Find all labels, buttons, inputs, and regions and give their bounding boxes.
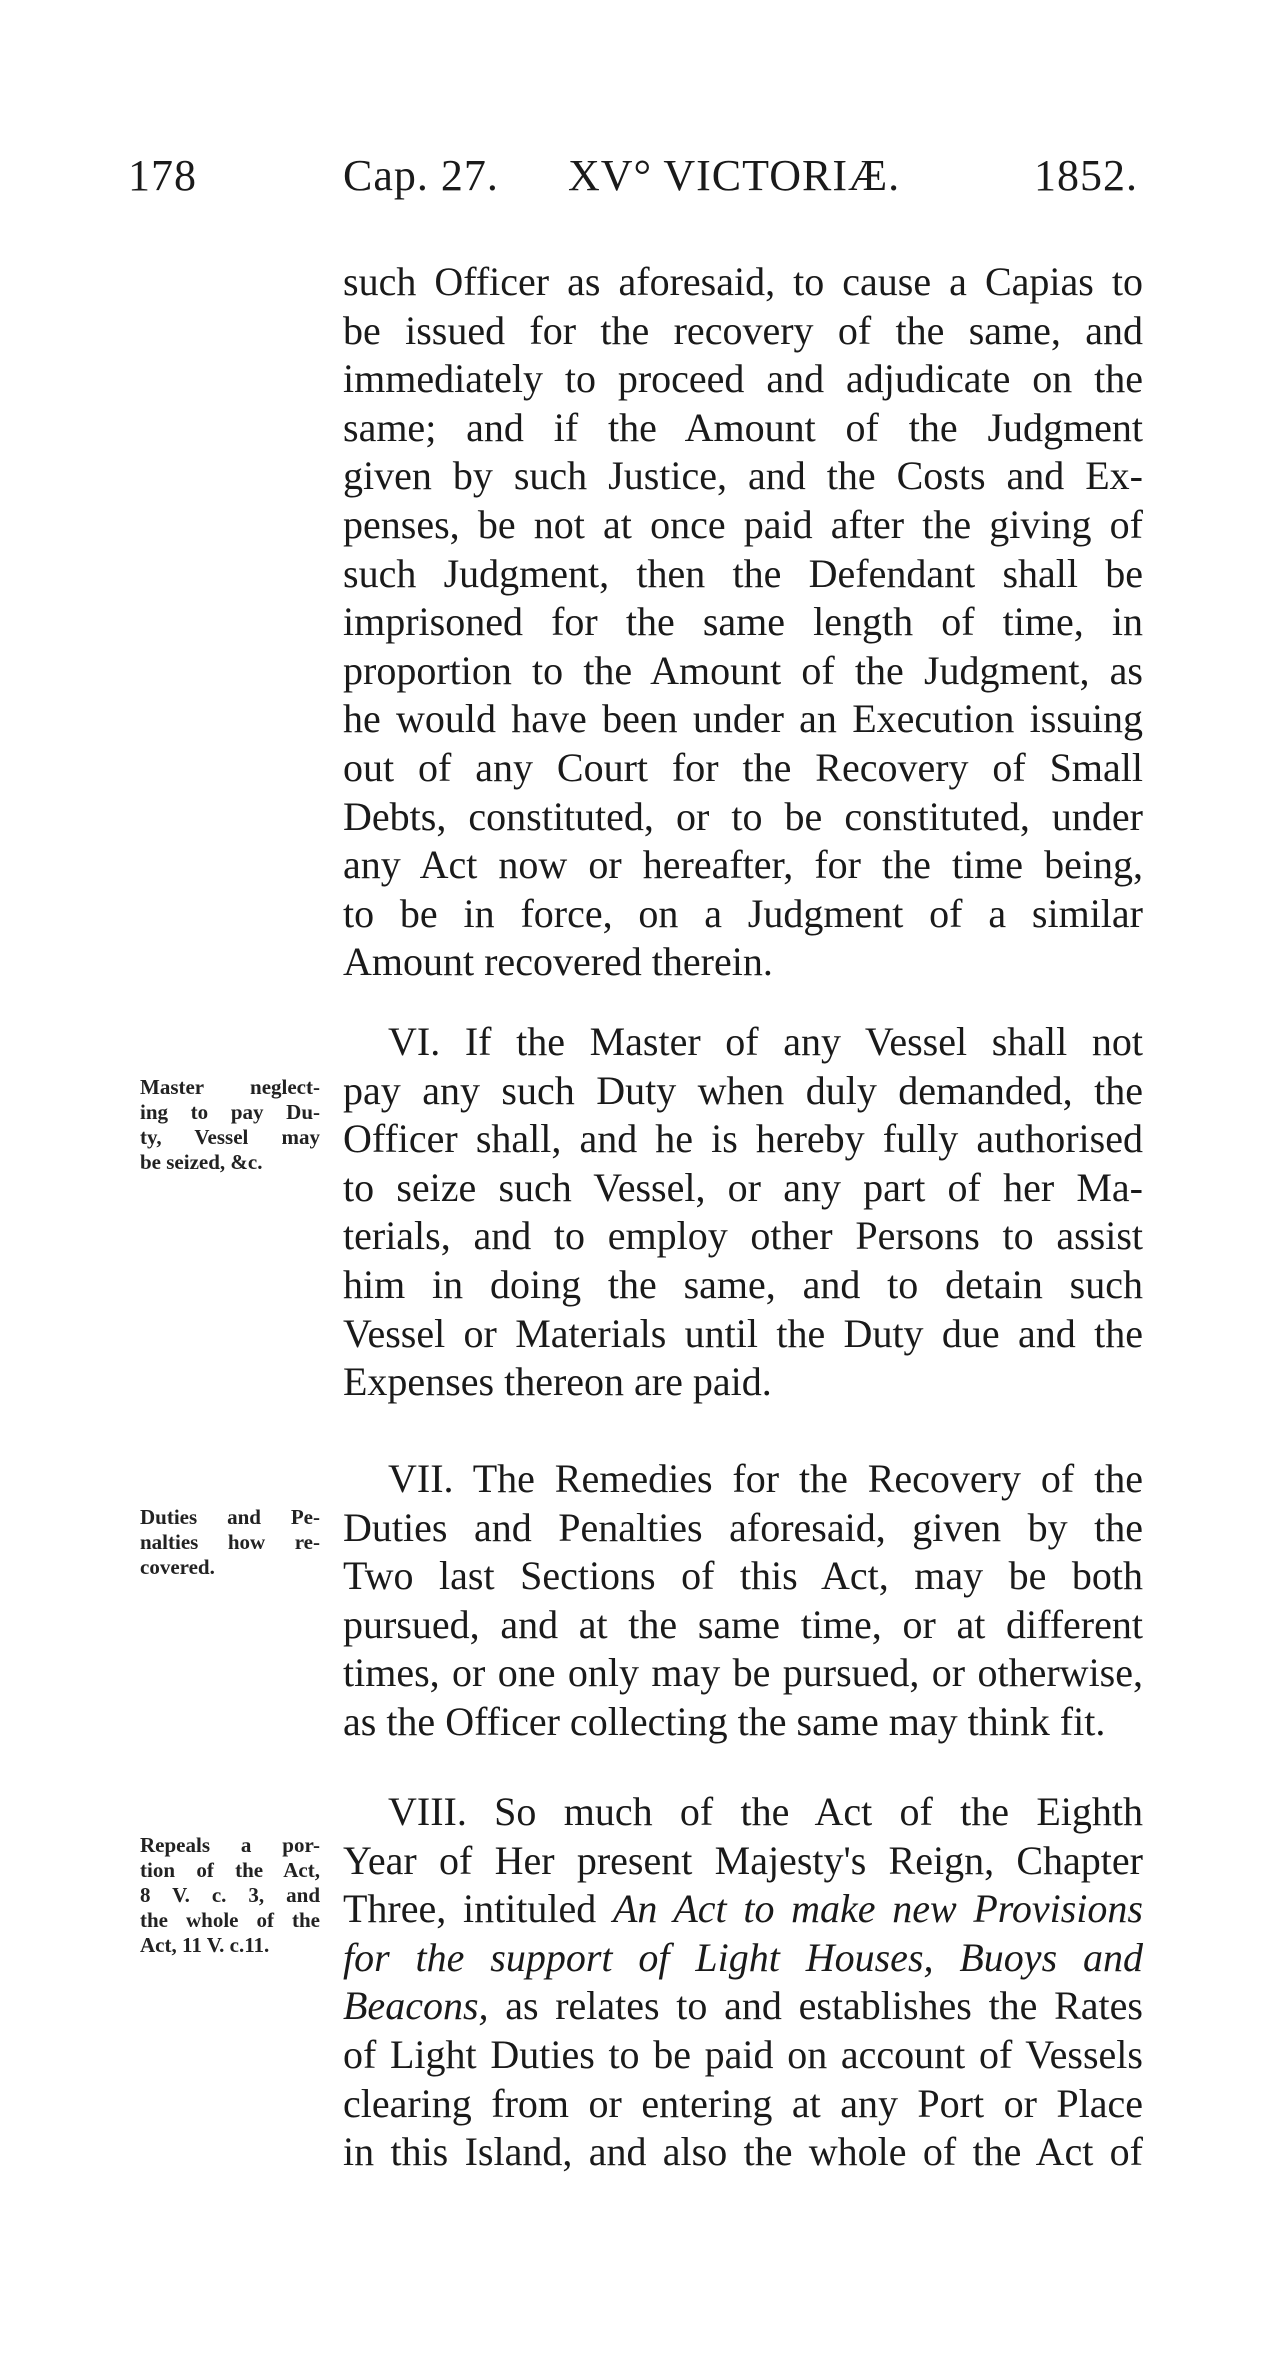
running-head: [128, 150, 1138, 210]
section-6-paragraph: [343, 1018, 1143, 1407]
text-line: same; and if the Amount of the Judgment: [343, 404, 1143, 450]
text-line: such Judgment, then the Defendant shall be: [343, 550, 1143, 596]
text-line: Officer shall, and he is hereby fully authorised: [343, 1116, 1143, 1162]
section-8-paragraph: [343, 1788, 1143, 2177]
margin-note-line: Duties and Pe-: [140, 1505, 320, 1529]
margin-note-line: Repeals a por-: [140, 1833, 320, 1857]
text-line: VI. If the Master of any Vessel shall not: [388, 1019, 1143, 1064]
text-line: proportion to the Amount of the Judgment, as: [343, 647, 1143, 693]
text-line: penses, be not at once paid after the giving of: [343, 501, 1143, 547]
margin-note-line: Act, 11 V. c.11.: [140, 1933, 270, 1957]
text-line: Vessel or Materials until the Duty due and the: [343, 1310, 1143, 1356]
text-line: as the Officer collecting the same may think fit.: [343, 1698, 1106, 1744]
margin-note-line: 8 V. c. 3, and: [140, 1883, 320, 1907]
text-line: VII. The Remedies for the Recovery of the: [388, 1456, 1143, 1501]
running-title: XV° VICTORIÆ.: [568, 151, 901, 200]
text-line: [343, 1885, 1143, 1934]
act-title-italic: An Act to make new Provisions: [612, 1886, 1143, 1932]
margin-note-section-6: [140, 1075, 320, 1175]
margin-note-line: ing to pay Du-: [140, 1100, 320, 1124]
chapter-number: Cap. 27.: [343, 151, 499, 200]
margin-note-section-7: [140, 1505, 320, 1580]
act-title-italic: for the support of Light Houses, Buoys and: [343, 1934, 1143, 1980]
text-fragment: Three, intituled: [343, 1886, 597, 1932]
text-line: terials, and to employ other Persons to assist: [343, 1213, 1143, 1259]
page-number: 178: [128, 151, 197, 200]
text-line: Amount recovered therein.: [343, 939, 773, 985]
text-line: immediately to proceed and adjudicate on the: [343, 356, 1143, 402]
text-line: [343, 1982, 1143, 2031]
text-line: to seize such Vessel, or any part of her Ma-: [343, 1164, 1143, 1210]
text-line: in this Island, and also the whole of the Act of: [343, 2129, 1143, 2175]
text-line: be issued for the recovery of the same, and: [343, 307, 1143, 353]
year: 1852.: [1034, 151, 1138, 200]
text-line: given by such Justice, and the Costs and Ex-: [343, 453, 1143, 499]
text-fragment: as relates to and establishes the Rates: [505, 1983, 1143, 2029]
continuation-paragraph: [343, 258, 1143, 987]
margin-note-line: tion of the Act,: [140, 1858, 320, 1882]
text-line: to be in force, on a Judgment of a similar: [343, 890, 1143, 936]
text-line: clearing from or entering at any Port or Place: [343, 2080, 1143, 2126]
text-line: he would have been under an Execution issuing: [343, 696, 1143, 742]
act-title-italic: Beacons,: [343, 1983, 489, 2029]
text-line: Two last Sections of this Act, may be both: [343, 1553, 1143, 1599]
text-line: of Light Duties to be paid on account of Vessels: [343, 2031, 1143, 2077]
margin-note-line: Master neglect-: [140, 1075, 320, 1099]
text-line: Expenses thereon are paid.: [343, 1359, 772, 1405]
text-line: times, or one only may be pursued, or otherwise,: [343, 1650, 1143, 1696]
margin-note-line: nalties how re-: [140, 1530, 320, 1554]
text-line: Debts, constituted, or to be constituted, under: [343, 793, 1143, 839]
section-7-paragraph: [343, 1455, 1143, 1747]
margin-note-line: be seized, &c.: [140, 1150, 263, 1174]
margin-note-section-8: [140, 1833, 320, 1958]
text-line: pursued, and at the same time, or at different: [343, 1601, 1143, 1647]
margin-note-line: covered.: [140, 1555, 215, 1579]
text-line: VIII. So much of the Act of the Eighth: [388, 1789, 1143, 1834]
margin-note-line: the whole of the: [140, 1908, 320, 1932]
text-line: pay any such Duty when duly demanded, the: [343, 1067, 1143, 1113]
text-line: any Act now or hereafter, for the time being,: [343, 842, 1143, 888]
text-line: Duties and Penalties aforesaid, given by the: [343, 1504, 1143, 1550]
text-line: out of any Court for the Recovery of Small: [343, 744, 1143, 790]
margin-note-line: ty, Vessel may: [140, 1125, 320, 1149]
text-line: Year of Her present Majesty's Reign, Chapter: [343, 1837, 1143, 1883]
text-line: imprisoned for the same length of time, in: [343, 599, 1143, 645]
text-line: [343, 1934, 1143, 1983]
text-line: such Officer as aforesaid, to cause a Capias to: [343, 259, 1143, 304]
text-line: him in doing the same, and to detain such: [343, 1261, 1143, 1307]
